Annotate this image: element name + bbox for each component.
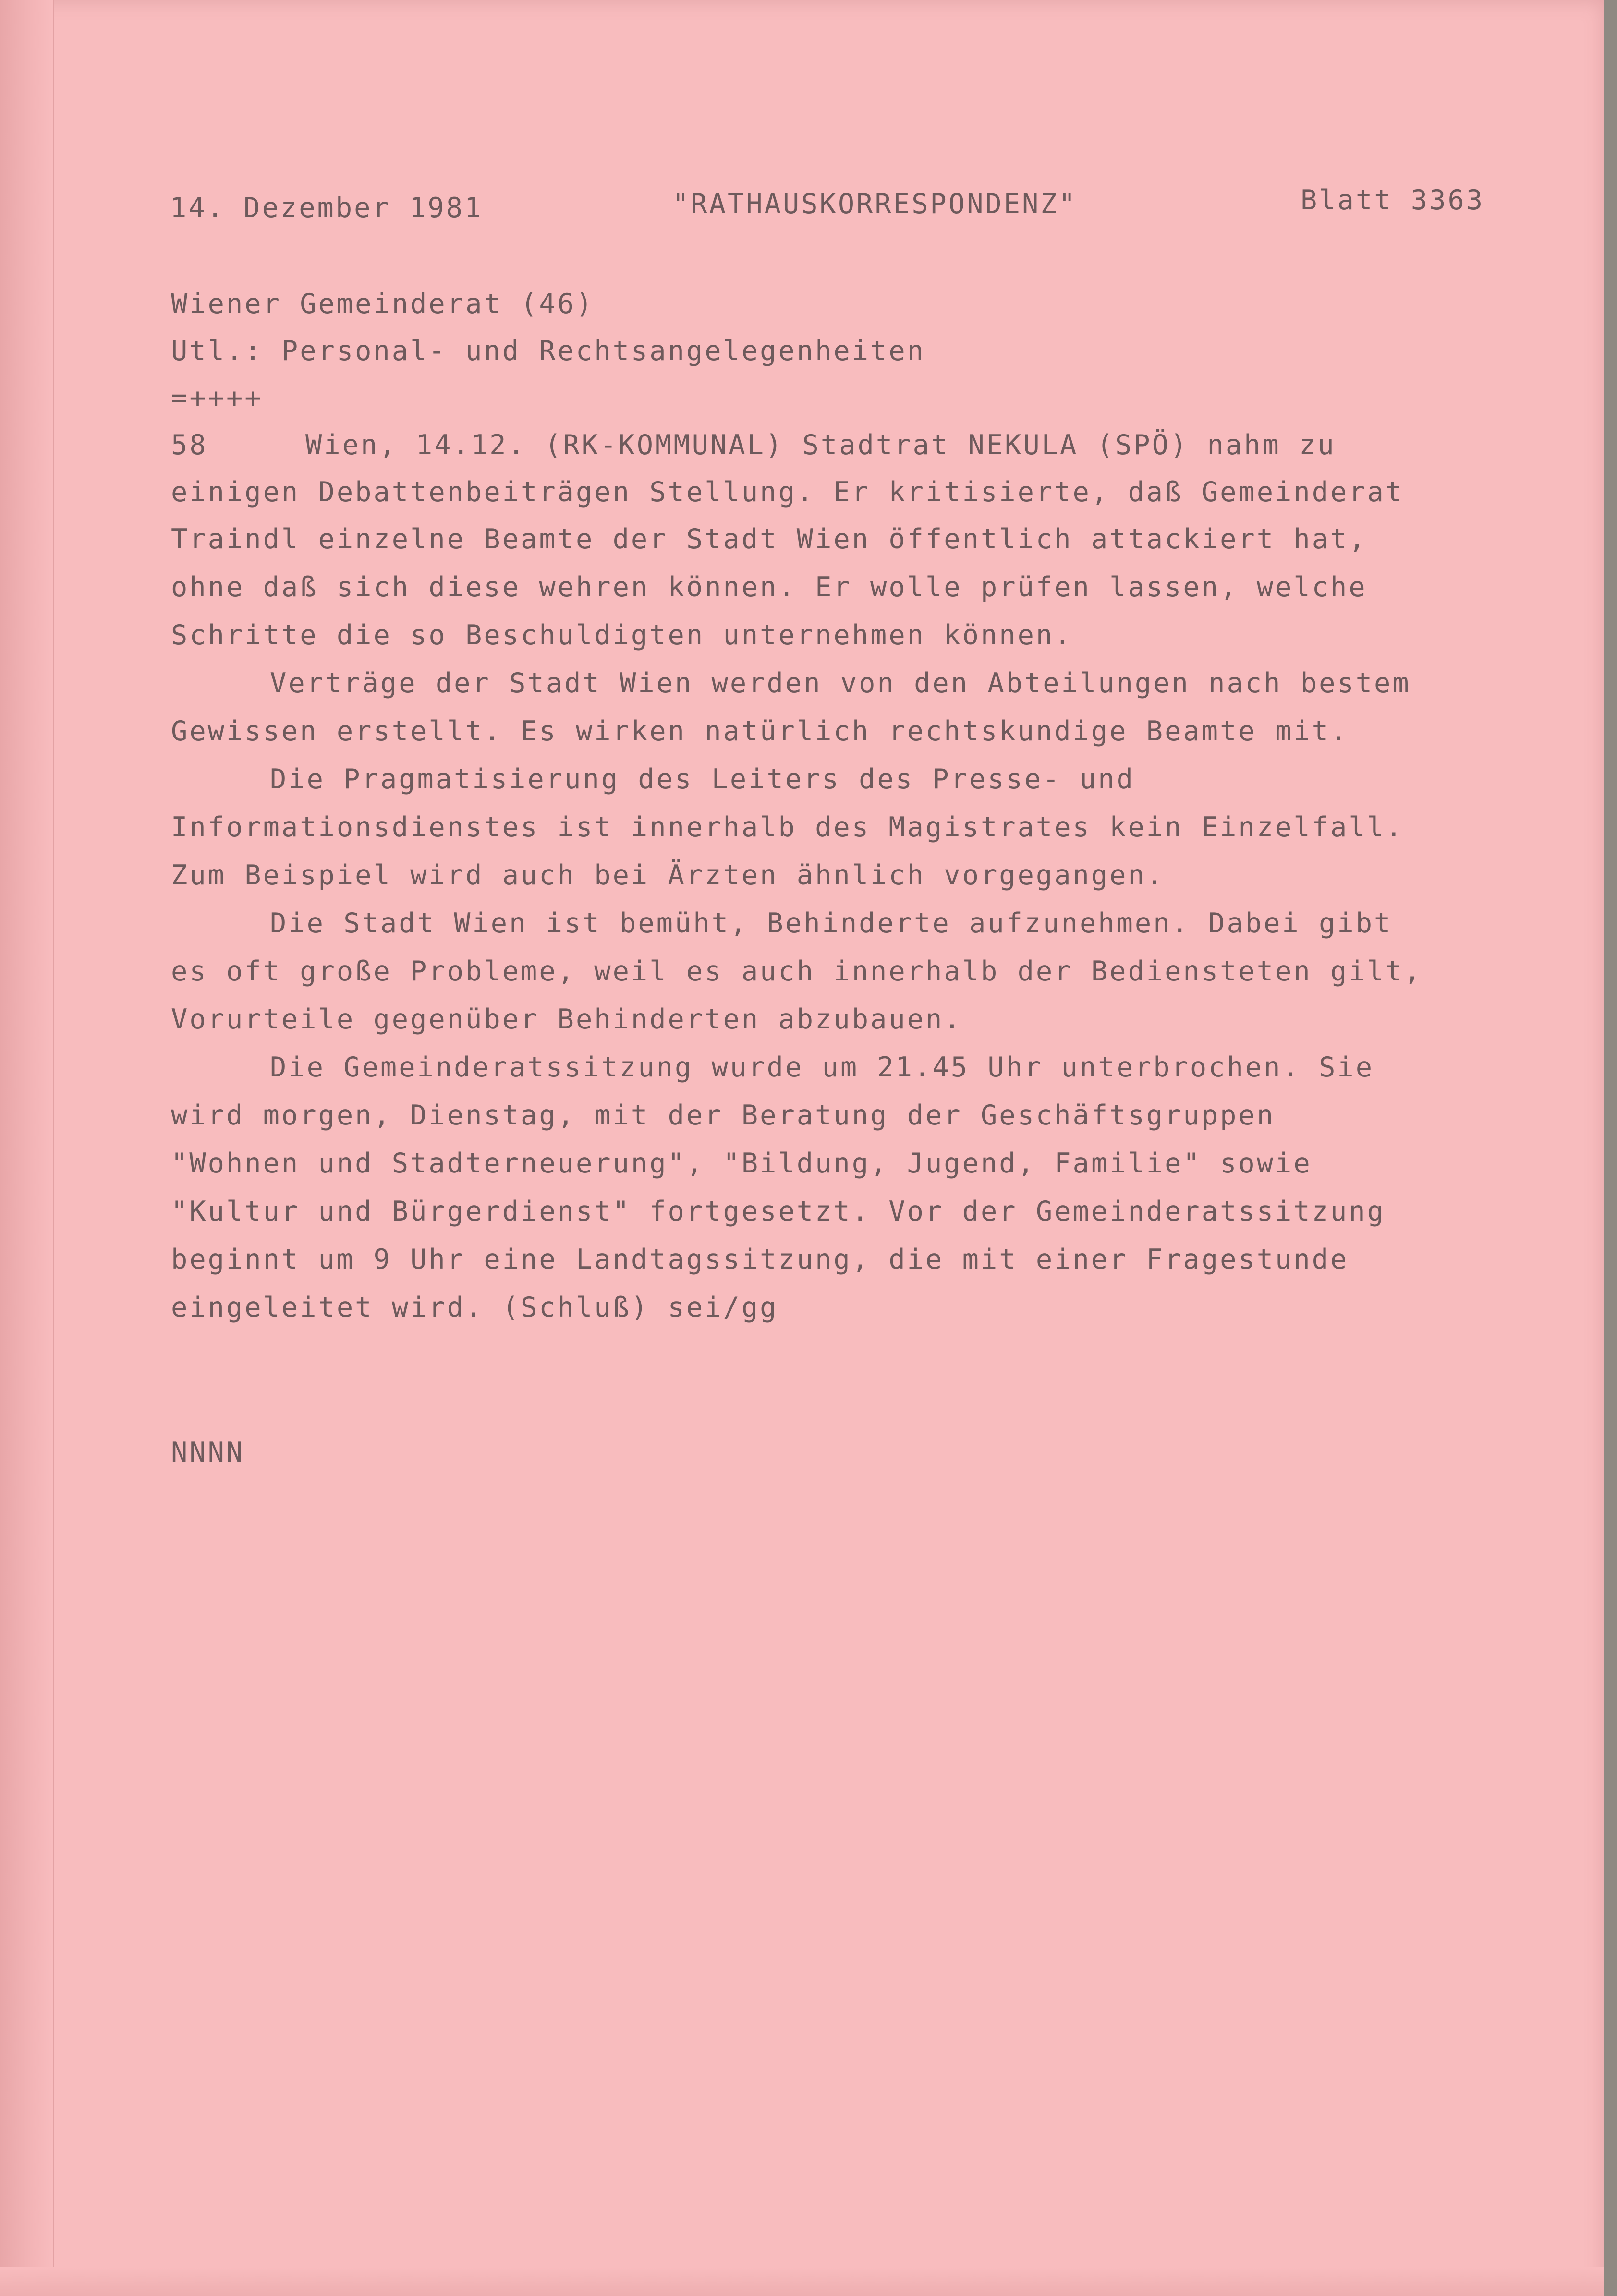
article-line: wird morgen, Dienstag, mit der Beratung der Geschäftsgruppen: [171, 1100, 1276, 1131]
article-number: 58: [171, 429, 208, 461]
end-mark: NNNN: [171, 1437, 245, 1468]
article-line: Zum Beispiel wird auch bei Ärzten ähnlich vorgegangen.: [171, 859, 1165, 891]
page-bottom-edge: [0, 2267, 1604, 2296]
article-line: "Wohnen und Stadterneuerung", "Bildung, Jugend, Familie" sowie: [171, 1148, 1312, 1179]
article-line: Die Pragmatisierung des Leiters des Presse- und: [270, 763, 1135, 795]
article-line: einigen Debattenbeiträgen Stellung. Er kritisierte, daß Gemeinderat: [171, 476, 1404, 508]
article-line: ohne daß sich diese wehren können. Er wolle prüfen lassen, welche: [171, 571, 1367, 603]
article-line: Die Stadt Wien ist bemüht, Behinderte aufzunehmen. Dabei gibt: [270, 907, 1393, 939]
article-line: Wien, 14.12. (RK-KOMMUNAL) Stadtrat NEKULA (SPÖ) nahm zu: [305, 429, 1336, 461]
article-line: Traindl einzelne Beamte der Stadt Wien öffentlich attackiert hat,: [171, 523, 1367, 555]
article-line: Gewissen erstellt. Es wirken natürlich rechtskundige Beamte mit.: [171, 715, 1349, 747]
article-line: Verträge der Stadt Wien werden von den Abteilungen nach bestem: [270, 667, 1411, 699]
header-page-number: Blatt 3363: [1301, 184, 1485, 216]
page-fold-shadow: [0, 0, 54, 2296]
article-separator: =++++: [171, 382, 263, 414]
article-line: beginnt um 9 Uhr eine Landtagssitzung, die mit einer Fragestunde: [171, 1244, 1349, 1275]
article-line: Die Gemeinderatssitzung wurde um 21.45 Uhr unterbrochen. Sie: [270, 1051, 1374, 1083]
article-line: es oft große Probleme, weil es auch innerhalb der Bediensteten gilt,: [171, 955, 1422, 987]
header-title: "RATHAUSKORRESPONDENZ": [672, 188, 1077, 220]
header-date: 14. Dezember 1981: [170, 192, 483, 224]
article-line: Vorurteile gegenüber Behinderten abzubauen.: [171, 1003, 962, 1035]
article-line: eingeleitet wird. (Schluß) sei/gg: [171, 1292, 778, 1323]
article-line: Schritte die so Beschuldigten unternehmen können.: [171, 619, 1073, 651]
article-heading: Wiener Gemeinderat (46): [171, 288, 595, 320]
article-line: "Kultur und Bürgerdienst" fortgesetzt. Vor der Gemeinderatssitzung: [171, 1196, 1386, 1227]
article-line: Informationsdienstes ist innerhalb des Magistrates kein Einzelfall.: [171, 811, 1404, 843]
article-subtitle: Utl.: Personal- und Rechtsangelegenheiten: [171, 335, 925, 367]
